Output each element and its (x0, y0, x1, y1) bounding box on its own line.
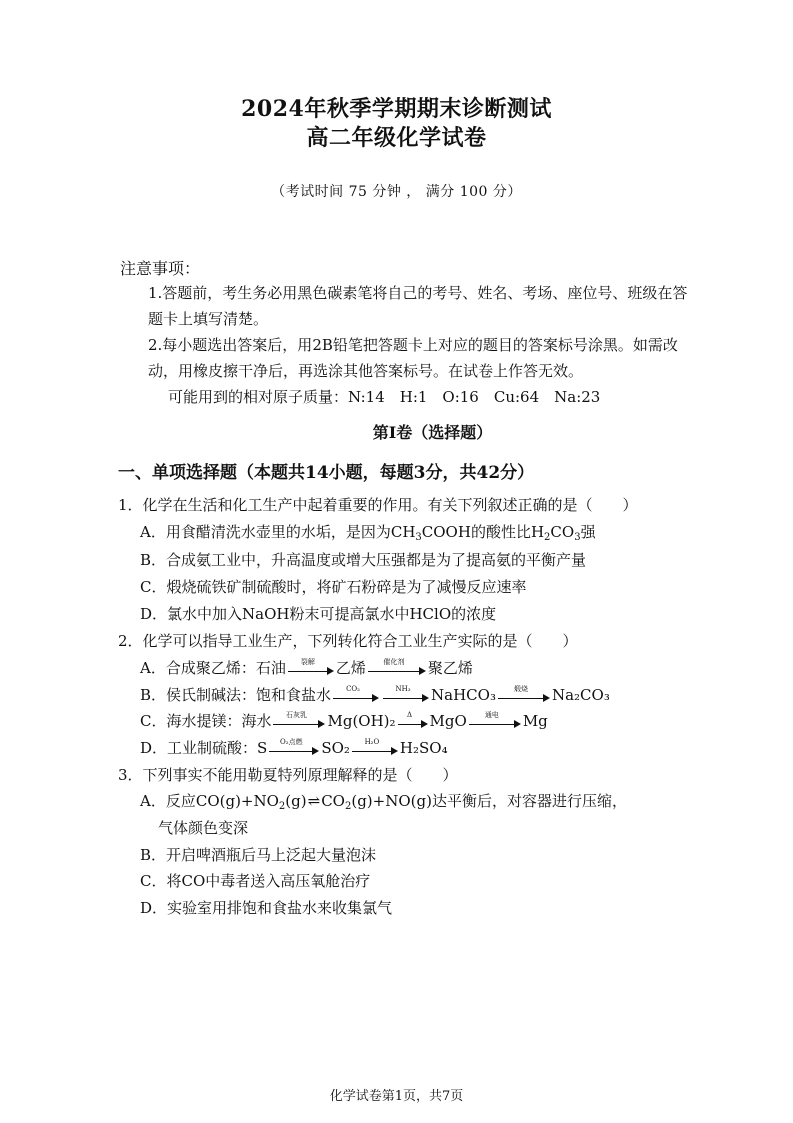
q1-option-c: C．煅烧硫铁矿制硫酸时，将矿石粉碎是为了减慢反应速率 (140, 578, 527, 596)
note-item-2 (148, 332, 688, 384)
arrow-condition: 煅烧 (513, 685, 528, 693)
note-item-2-text: 2.每小题选出答案后，用2B铅笔把答题卡上对应的题目的答案标号涂黑。如需改动，用橡皮擦干净后，再选涂其他答案标号。在试卷上作答无效。 (148, 336, 678, 380)
q2-option-a-label: A．合成聚乙烯：石油 (140, 659, 286, 677)
arrow-condition: 催化剂 (383, 658, 405, 666)
exam-title-line2: 高二年级化学试卷 (306, 125, 487, 151)
q1-option-a-post: 强 (580, 523, 596, 541)
q2-option-c-mid1: Mg(OH)₂ (327, 712, 396, 730)
equilibrium-equation: $CO(g)+NO_2(g)\rightleftharpoons CO_2(g)+NO(g)$ (195, 792, 432, 812)
q2-option-d (140, 737, 448, 758)
atomic-masses: 可能用到的相对原子质量：N:14 H:1 O:16 Cu:64 Na:23 (168, 388, 601, 406)
note-item-1-text: 1.答题前，考生务必用黑色碳素笔将自己的考号、姓名、考场、座位号、班级在答题卡上填写清楚。 (148, 284, 688, 328)
reaction-arrow (288, 658, 334, 676)
reaction-arrow (368, 658, 426, 676)
q1-option-a-mid: 的酸性比 (470, 523, 531, 541)
q1-option-a-pre: A．用食醋清洗水壶里的水垢，是因为 (140, 523, 391, 541)
q3-option-a-pre: A．反应 (140, 792, 196, 810)
volume-title: 第Ⅰ卷（选择题） (372, 423, 493, 442)
reaction-arrow (469, 711, 521, 729)
q2-option-c-label: C．海水提镁：海水 (140, 712, 272, 730)
q2-option-a (140, 657, 473, 678)
q2-option-d-end: H₂SO₄ (399, 739, 448, 757)
reaction-arrow (498, 685, 550, 703)
arrow-condition: 石灰乳 (285, 711, 307, 719)
q1-option-b: B．合成氨工业中，升高温度或增大压强都是为了提高氨的平衡产量 (140, 551, 587, 569)
arrow-condition: Δ (407, 711, 413, 719)
q2-option-b-end: Na₂CO₃ (551, 686, 610, 704)
reaction-arrow (333, 685, 379, 703)
reaction-arrow (352, 738, 398, 756)
q2-option-b-mid: NaHCO₃ (431, 686, 496, 704)
arrow-condition: O₂点燃 (280, 738, 303, 746)
arrow-condition: CO₂ (346, 685, 360, 693)
q3-option-b: B．开启啤酒瓶后马上泛起大量泡沫 (140, 846, 377, 864)
q3-option-a (140, 790, 627, 811)
q1-stem: 1．化学在生活和化工生产中起着重要的作用。有关下列叙述正确的是（ ） (118, 496, 638, 514)
equilibrium-arrow-icon: ⇌ (307, 792, 321, 810)
reaction-arrow (383, 685, 429, 703)
q2-option-d-mid: SO₂ (321, 739, 350, 757)
section1-title: 一、单项选择题（本题共14小题，每题3分，共42分） (118, 463, 535, 483)
exam-info: （考试时间 75 分钟 ， 满分 100 分） (271, 184, 522, 200)
q3-option-c: C．将CO中毒者送入高压氧舱治疗 (140, 872, 371, 890)
q1-option-a (140, 521, 596, 542)
exam-title-line1: 2024年秋季学期期末诊断测试 (241, 96, 552, 122)
arrow-condition: NH₃ (395, 685, 411, 693)
q2-option-d-label: D．工业制硫酸：S (140, 739, 268, 757)
q3-stem: 3．下列事实不能用勒夏特列原理解释的是（ ） (118, 766, 458, 784)
reaction-arrow (398, 711, 428, 729)
q2-stem: 2．化学可以指导工业生产，下列转化符合工业生产实际的是（ ） (118, 632, 578, 650)
q2-option-a-mid: 乙烯 (335, 659, 366, 677)
formula-h2co3: $H_2CO_3$ (530, 523, 581, 543)
reaction-arrow (269, 738, 319, 756)
q2-option-b-label: B．侯氏制碱法：饱和食盐水 (140, 686, 332, 704)
arrow-condition: 裂解 (300, 658, 315, 666)
notes-heading: 注意事项： (120, 259, 201, 278)
q2-option-c-mid2: MgO (429, 712, 467, 730)
reaction-arrow (273, 711, 325, 729)
q2-option-a-end: 聚乙烯 (427, 659, 473, 677)
arrow-condition: H₂O (364, 738, 380, 746)
q3-option-a-post: 达平衡后，对容器进行压缩， (431, 792, 627, 810)
q2-option-b (140, 684, 610, 705)
q2-option-c-end: Mg (522, 712, 548, 730)
arrow-condition: 通电 (484, 711, 499, 719)
page-footer: 化学试卷第1页，共7页 (329, 1089, 464, 1104)
q1-option-d: D．氯水中加入NaOH粉末可提高氯水中HClO的浓度 (140, 605, 497, 623)
q3-option-a-line2: 气体颜色变深 (158, 819, 249, 837)
q2-option-c (140, 710, 548, 731)
q3-option-d: D．实验室用排饱和食盐水来收集氯气 (140, 899, 393, 917)
formula-ch3cooh: $CH_3COOH$ (390, 523, 471, 543)
note-item-1 (148, 280, 688, 332)
